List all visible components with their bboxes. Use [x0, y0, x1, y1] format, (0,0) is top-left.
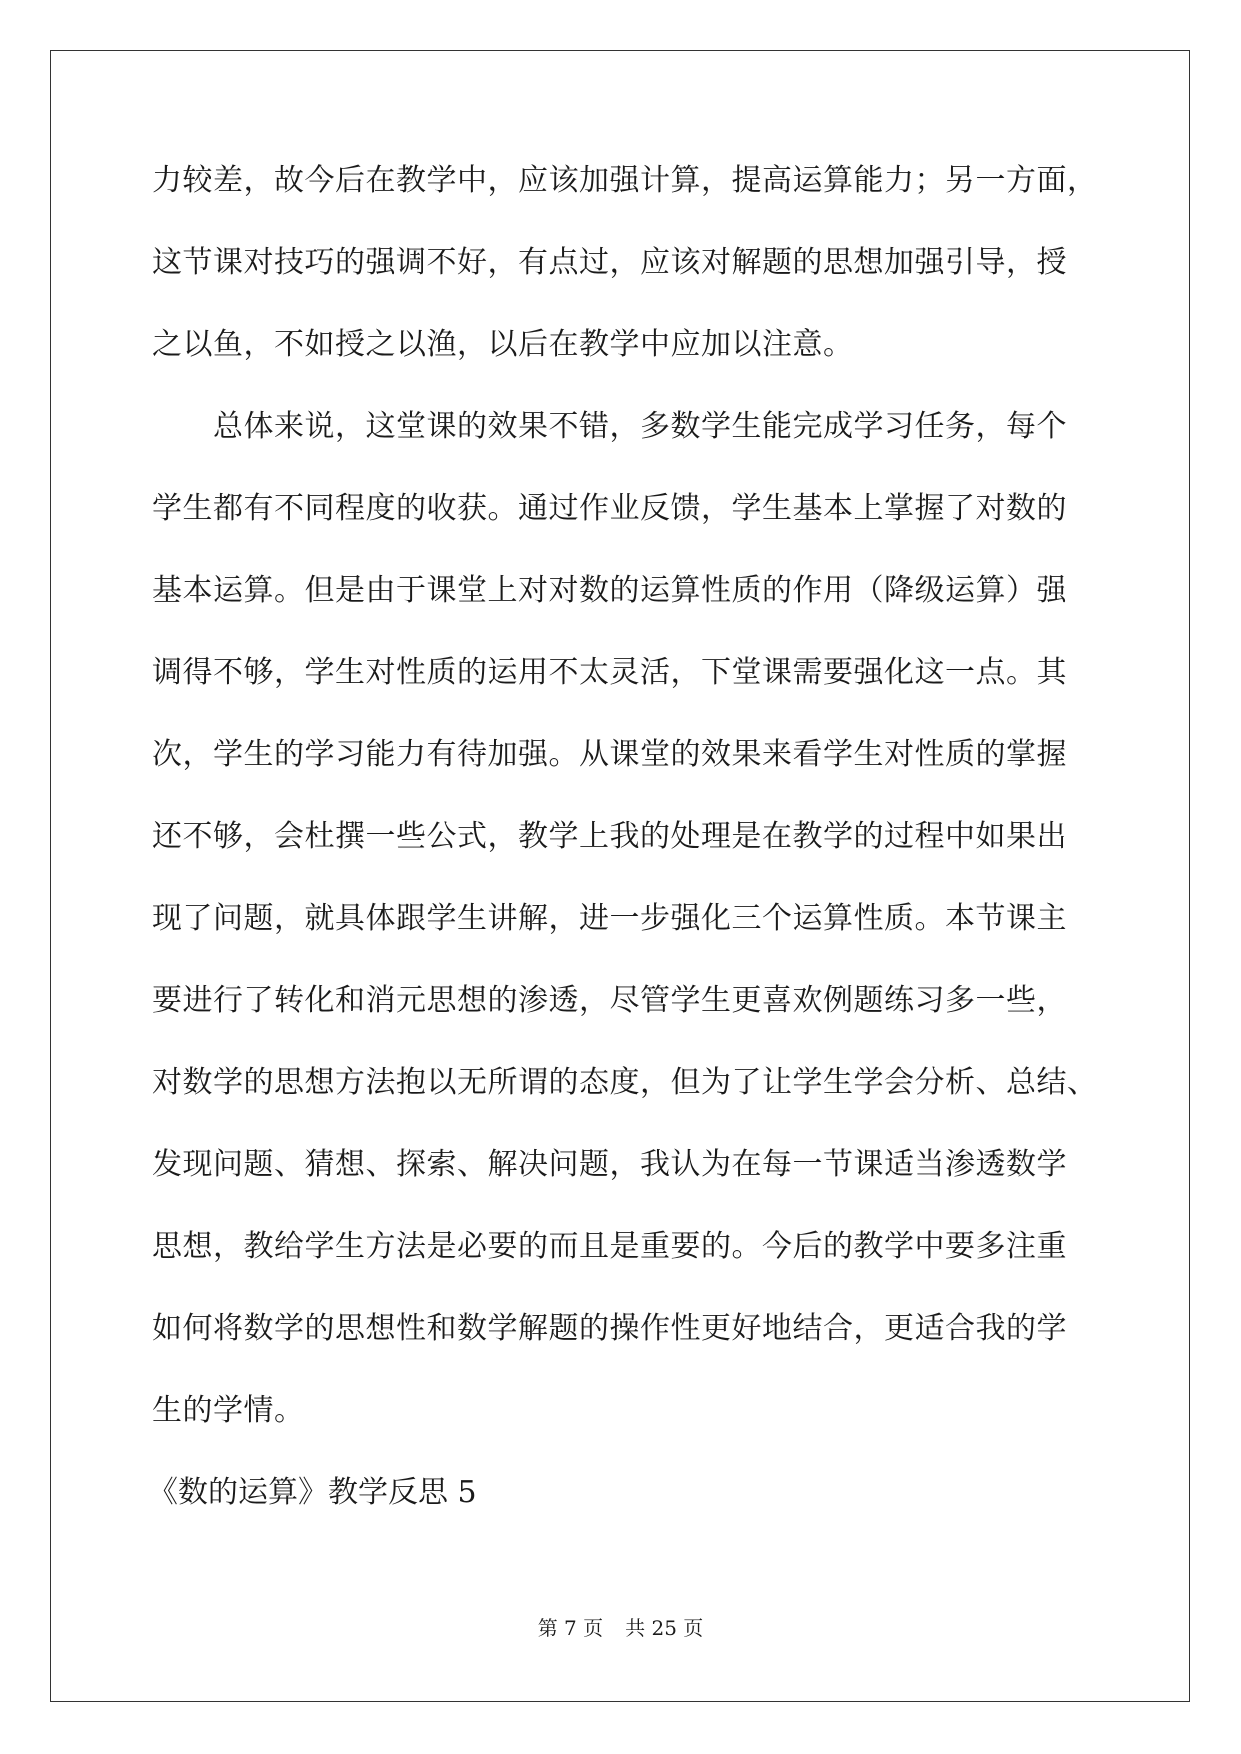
text-line: 对数学的思想方法抱以无所谓的态度，但为了让学生学会分析、总结、 — [152, 1065, 1098, 1100]
text-line: 这节课对技巧的强调不好，有点过，应该对解题的思想加强引导，授 — [152, 245, 1067, 280]
section-heading: 《数的运算》教学反思 5 — [148, 1475, 477, 1510]
page-number: 第 7 页 — [537, 1616, 604, 1640]
text-line: 力较差，故今后在教学中，应该加强计算，提高运算能力；另一方面， — [152, 163, 1098, 198]
text-line: 生的学情。 — [152, 1393, 305, 1428]
page-total: 共 25 页 — [625, 1616, 704, 1640]
document-body — [148, 140, 1112, 1534]
text-line: 之以鱼，不如授之以渔，以后在教学中应加以注意。 — [152, 327, 854, 362]
text-line: 如何将数学的思想性和数学解题的操作性更好地结合，更适合我的学 — [152, 1311, 1067, 1346]
paragraph — [152, 386, 1112, 1452]
paragraph — [152, 140, 1112, 386]
text-line: 思想，教给学生方法是必要的而且是重要的。今后的教学中要多注重 — [152, 1229, 1067, 1264]
text-line: 还不够，会杜撰一些公式，教学上我的处理是在教学的过程中如果出 — [152, 819, 1067, 854]
page-footer — [0, 1612, 1241, 1641]
text-line: 学生都有不同程度的收获。通过作业反馈，学生基本上掌握了对数的 — [152, 491, 1067, 526]
text-line: 发现问题、猜想、探索、解决问题，我认为在每一节课适当渗透数学 — [152, 1147, 1067, 1182]
text-line: 要进行了转化和消元思想的渗透，尽管学生更喜欢例题练习多一些， — [152, 983, 1067, 1018]
text-line: 次，学生的学习能力有待加强。从课堂的效果来看学生对性质的掌握 — [152, 737, 1067, 772]
text-line: 现了问题，就具体跟学生讲解，进一步强化三个运算性质。本节课主 — [152, 901, 1067, 936]
text-line: 总体来说，这堂课的效果不错，多数学生能完成学习任务，每个 — [152, 409, 1067, 444]
text-line: 基本运算。但是由于课堂上对对数的运算性质的作用（降级运算）强 — [152, 573, 1067, 608]
text-line: 调得不够，学生对性质的运用不太灵活，下堂课需要强化这一点。其 — [152, 655, 1067, 690]
